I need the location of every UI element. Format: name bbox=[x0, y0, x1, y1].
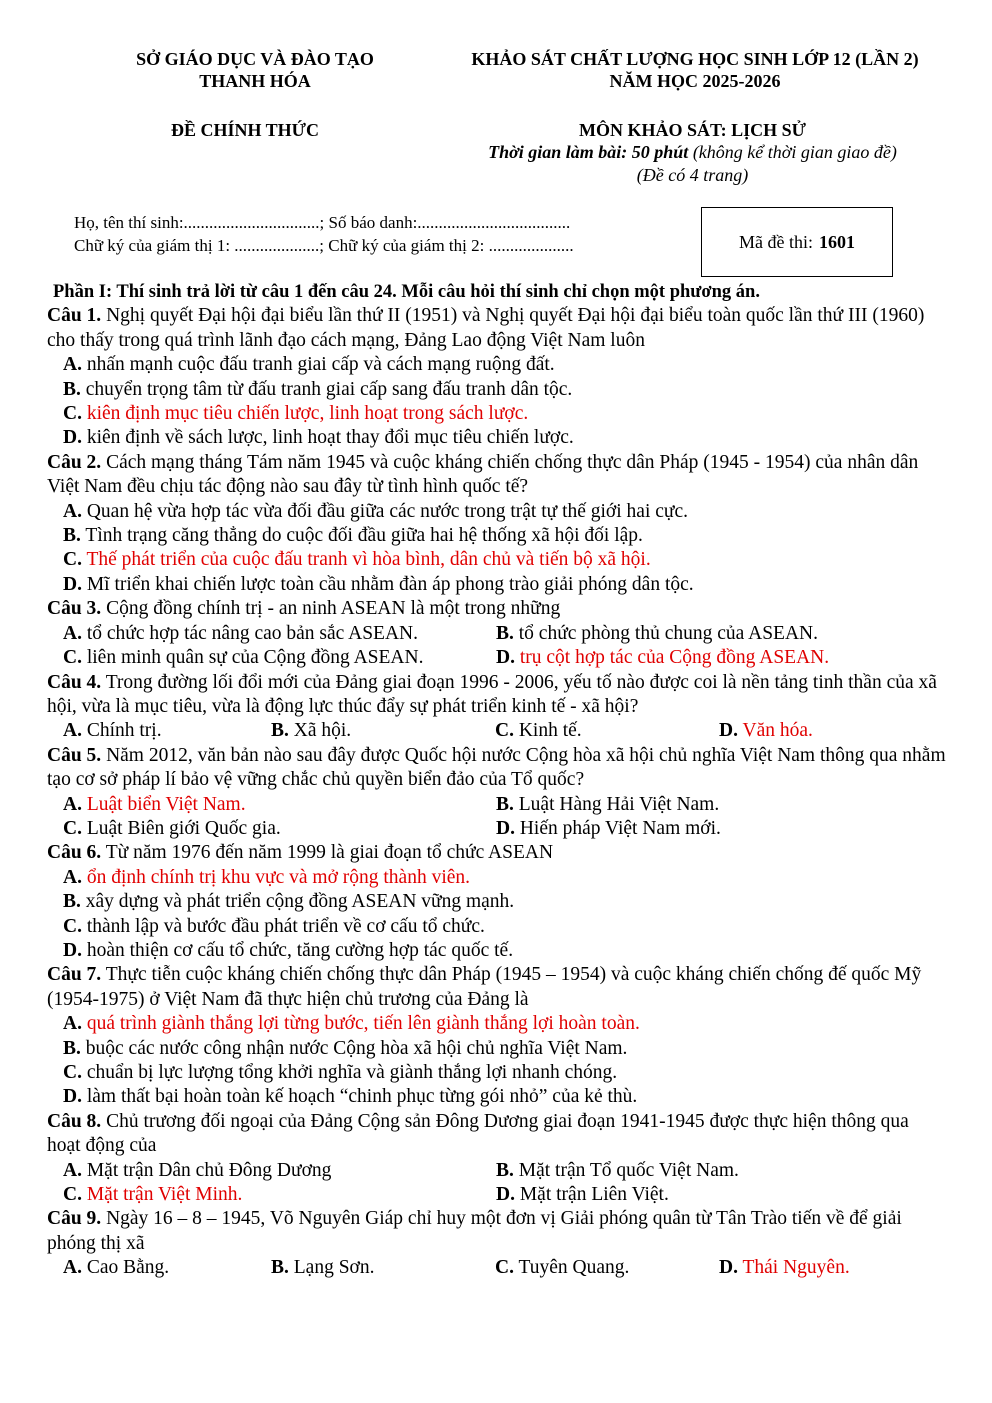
option-text: Mặt trận Dân chủ Đông Dương bbox=[81, 1159, 332, 1181]
answer-option bbox=[495, 1256, 719, 1280]
option-text: Luật Biên giới Quốc gia. bbox=[81, 817, 281, 839]
answer-option bbox=[47, 890, 947, 914]
option-text: liên minh quân sự của Cộng đồng ASEAN. bbox=[81, 647, 424, 669]
option-letter: C. bbox=[63, 647, 82, 669]
candidate-name-line: Họ, tên thí sinh:................................; Số báo danh:.................................... bbox=[74, 213, 571, 232]
option-letter: B. bbox=[63, 378, 81, 400]
option-text: chuyển trọng tâm từ đấu tranh giai cấp sang đấu tranh dân tộc. bbox=[80, 378, 573, 400]
time-limit bbox=[440, 141, 945, 163]
exam-code-value: 1601 bbox=[819, 231, 855, 252]
option-letter: D. bbox=[63, 573, 82, 595]
options-row bbox=[47, 646, 947, 670]
part-title: Phần I: Thí sinh trả lời từ câu 1 đến câu 24. Mỗi câu hỏi thí sinh chỉ chọn một phương án. bbox=[53, 282, 760, 302]
answer-option-correct bbox=[719, 1256, 943, 1280]
option-text: Tuyên Quang. bbox=[513, 1257, 630, 1279]
options-row bbox=[47, 793, 947, 817]
option-letter: C. bbox=[63, 403, 82, 425]
exam-code-label: Mã đề thi: bbox=[739, 231, 813, 252]
option-text: quá trình giành thắng lợi từng bước, tiến lên giành thắng lợi hoàn toàn. bbox=[81, 1013, 640, 1035]
answer-option bbox=[47, 524, 947, 548]
option-letter: C. bbox=[63, 915, 82, 937]
option-letter: D. bbox=[63, 427, 82, 449]
exam-content bbox=[47, 280, 947, 1281]
answer-option bbox=[47, 1061, 947, 1085]
option-text: Lạng Sơn. bbox=[288, 1257, 375, 1279]
option-text: Quan hệ vừa hợp tác vừa đối đầu giữa các nước trong trật tự thế giới hai cực. bbox=[81, 500, 688, 522]
answer-option bbox=[47, 1159, 496, 1183]
question bbox=[47, 1110, 947, 1159]
option-letter: C. bbox=[495, 720, 514, 742]
option-text: thành lập và bước đầu phát triển về cơ cấu tổ chức. bbox=[81, 915, 485, 937]
question-number: Câu 9. bbox=[47, 1208, 102, 1230]
option-letter: C. bbox=[63, 1062, 82, 1083]
option-text: nhấn mạnh cuộc đấu tranh giai cấp và cách mạng ruộng đất. bbox=[81, 354, 555, 376]
option-letter: C. bbox=[63, 817, 82, 839]
answer-option bbox=[47, 1037, 947, 1061]
answer-option-correct bbox=[47, 866, 947, 890]
time-limit-note: (không kể thời gian giao đề) bbox=[688, 142, 897, 162]
answer-option-correct bbox=[47, 548, 947, 572]
answer-option bbox=[496, 1183, 945, 1207]
answer-option bbox=[271, 1256, 495, 1280]
question bbox=[47, 744, 947, 793]
option-letter: C. bbox=[63, 549, 82, 571]
answer-option-correct bbox=[719, 719, 943, 743]
option-text: buộc các nước công nhận nước Cộng hòa xã hội chủ nghĩa Việt Nam. bbox=[80, 1037, 628, 1059]
province-name: THANH HÓA bbox=[199, 71, 311, 91]
question-text: Chủ trương đối ngoại của Đảng Cộng sản Đông Dương giai đoạn 1941-1945 được thực hiện thông qua hoạt động của bbox=[47, 1110, 909, 1157]
option-text: Mặt trận Tổ quốc Việt Nam. bbox=[513, 1159, 739, 1181]
option-letter: B. bbox=[63, 891, 81, 913]
answer-option bbox=[47, 500, 947, 524]
option-letter: C. bbox=[495, 1257, 514, 1279]
school-year: NĂM HỌC 2025-2026 bbox=[609, 71, 781, 91]
answer-option bbox=[496, 622, 945, 646]
option-text: Mĩ triển khai chiến lược toàn cầu nhằm đàn áp phong trào giải phóng dân tộc. bbox=[81, 573, 694, 595]
answer-option-correct bbox=[47, 793, 496, 817]
option-letter: D. bbox=[719, 720, 738, 742]
answer-option bbox=[47, 622, 496, 646]
question-text: Cách mạng tháng Tám năm 1945 và cuộc kháng chiến chống thực dân Pháp (1945 - 1954) của nhân dân Việt Nam đều chịu tác động nào sau đây từ tình hình quốc tế? bbox=[47, 451, 919, 498]
option-text: chuẩn bị lực lượng tổng khởi nghĩa và giành thắng lợi nhanh chóng. bbox=[81, 1062, 618, 1083]
question-number: Câu 6. bbox=[47, 842, 102, 864]
options-row bbox=[47, 817, 947, 841]
question-number: Câu 4. bbox=[47, 671, 102, 693]
option-letter: A. bbox=[63, 720, 82, 742]
question bbox=[47, 304, 947, 353]
option-letter: D. bbox=[496, 817, 515, 839]
question bbox=[47, 841, 947, 865]
exam-title: KHẢO SÁT CHẤT LƯỢNG HỌC SINH LỚP 12 (LẦN 2) bbox=[471, 49, 919, 69]
option-text: Cao Bằng. bbox=[81, 1257, 170, 1279]
option-letter: B. bbox=[496, 793, 514, 815]
question-text: Cộng đồng chính trị - an ninh ASEAN là một trong những bbox=[101, 598, 561, 620]
answer-option bbox=[47, 1085, 947, 1109]
answer-option bbox=[47, 915, 947, 939]
option-letter: C. bbox=[63, 1184, 82, 1206]
option-text: tổ chức hợp tác nâng cao bản sắc ASEAN. bbox=[81, 622, 419, 644]
question bbox=[47, 597, 947, 621]
subject-label: MÔN KHẢO SÁT: LỊCH SỬ bbox=[578, 120, 806, 140]
answer-option bbox=[496, 793, 945, 817]
option-letter: D. bbox=[63, 1086, 82, 1108]
question bbox=[47, 963, 947, 1012]
answer-option bbox=[47, 817, 496, 841]
option-text: Hiến pháp Việt Nam mới. bbox=[514, 817, 721, 839]
exam-header bbox=[430, 48, 960, 92]
answer-option bbox=[47, 573, 947, 597]
option-text: ổn định chính trị khu vực và mở rộng thành viên. bbox=[81, 866, 471, 888]
department-name: SỞ GIÁO DỤC VÀ ĐÀO TẠO bbox=[136, 49, 374, 69]
option-letter: B. bbox=[496, 622, 514, 644]
question-text: Trong đường lối đổi mới của Đảng giai đoạn 1996 - 2006, yếu tố nào được coi là nền tảng tinh thần của xã hội, vừa là mục tiêu, vừa là động lực thúc đẩy sự phát triển kinh tế - xã hội? bbox=[47, 671, 937, 717]
option-text: Tình trạng căng thẳng do cuộc đối đầu giữa hai hệ thống xã hội đối lập. bbox=[80, 525, 643, 547]
option-letter: A. bbox=[63, 1257, 82, 1279]
official-label: ĐỀ CHÍNH THỨC bbox=[170, 120, 320, 140]
question bbox=[47, 451, 947, 500]
question-number: Câu 1. bbox=[47, 305, 102, 327]
question-text: Năm 2012, văn bản nào sau đây được Quốc hội nước Cộng hòa xã hội chủ nghĩa Việt Nam thông qua nhằm tạo cơ sở pháp lí bảo vệ vững chắc chủ quyền biển đảo của Tổ quốc? bbox=[47, 744, 946, 791]
option-text: Thái Nguyên. bbox=[737, 1257, 850, 1279]
option-text: xây dựng và phát triển cộng đồng ASEAN vững mạnh. bbox=[80, 891, 515, 913]
option-text: Văn hóa. bbox=[737, 720, 813, 742]
option-letter: A. bbox=[63, 1013, 82, 1035]
page-count: (Đề có 4 trang) bbox=[636, 165, 749, 185]
answer-option bbox=[271, 719, 495, 743]
option-letter: A. bbox=[63, 354, 82, 376]
option-text: Chính trị. bbox=[81, 720, 162, 742]
option-letter: A. bbox=[63, 622, 82, 644]
option-letter: D. bbox=[496, 1184, 515, 1206]
answer-option bbox=[47, 939, 947, 963]
answer-option bbox=[47, 719, 271, 743]
option-letter: D. bbox=[719, 1257, 738, 1279]
option-text: Thế phát triển của cuộc đấu tranh vì hòa bình, dân chủ và tiến bộ xã hội. bbox=[81, 549, 651, 571]
option-text: trụ cột hợp tác của Cộng đồng ASEAN. bbox=[514, 647, 830, 669]
options-row bbox=[47, 1256, 947, 1280]
answer-option-correct bbox=[47, 1183, 496, 1207]
answer-option bbox=[496, 817, 945, 841]
answer-option-correct bbox=[496, 646, 945, 670]
answer-option bbox=[47, 426, 947, 450]
question-text: Thực tiễn cuộc kháng chiến chống thực dân Pháp (1945 – 1954) và cuộc kháng chiến chống đế quốc Mỹ (1954-1975) ở Việt Nam đã thực hiện chủ trương của Đảng là bbox=[47, 964, 922, 1010]
question-number: Câu 7. bbox=[47, 964, 102, 986]
option-text: Xã hội. bbox=[288, 720, 352, 742]
option-letter: B. bbox=[271, 1257, 289, 1279]
exam-code-box bbox=[701, 207, 893, 277]
option-text: Luật Hàng Hải Việt Nam. bbox=[513, 793, 720, 815]
question-number: Câu 2. bbox=[47, 451, 102, 473]
time-limit-main: Thời gian làm bài: 50 phút bbox=[488, 142, 689, 162]
options-row bbox=[47, 622, 947, 646]
department-header bbox=[95, 48, 415, 92]
question bbox=[47, 1207, 947, 1256]
option-letter: A. bbox=[63, 866, 82, 888]
options-row bbox=[47, 1183, 947, 1207]
option-letter: B. bbox=[496, 1159, 514, 1181]
options-row bbox=[47, 719, 947, 743]
option-letter: B. bbox=[63, 525, 81, 547]
option-letter: D. bbox=[496, 647, 515, 669]
answer-option bbox=[496, 1159, 945, 1183]
option-letter: A. bbox=[63, 793, 82, 815]
question-number: Câu 5. bbox=[47, 744, 102, 766]
option-text: hoàn thiện cơ cấu tổ chức, tăng cường hợp tác quốc tế. bbox=[81, 939, 514, 961]
answer-option bbox=[47, 353, 947, 377]
answer-option bbox=[495, 719, 719, 743]
options-row bbox=[47, 1159, 947, 1183]
option-letter: B. bbox=[63, 1037, 81, 1059]
question bbox=[47, 671, 947, 720]
question-number: Câu 8. bbox=[47, 1110, 102, 1132]
option-text: Kinh tế. bbox=[513, 720, 582, 742]
option-text: kiên định mục tiêu chiến lược, linh hoạt trong sách lược. bbox=[81, 403, 529, 425]
answer-option-correct bbox=[47, 402, 947, 426]
option-text: tổ chức phòng thủ chung của ASEAN. bbox=[513, 622, 818, 644]
option-text: Mặt trận Việt Minh. bbox=[81, 1184, 243, 1206]
option-text: Luật biển Việt Nam. bbox=[81, 793, 246, 815]
question-text: Nghị quyết Đại hội đại biểu lần thứ II (1951) và Nghị quyết Đại hội đại biểu toàn quốc lần thứ III (1960) cho thấy trong quá trình lãnh đạo cách mạng, Đảng Lao động Việt Nam luôn bbox=[47, 305, 925, 351]
option-text: kiên định về sách lược, linh hoạt thay đổi mục tiêu chiến lược. bbox=[81, 427, 574, 449]
question-number: Câu 3. bbox=[47, 598, 102, 620]
option-text: Mặt trận Liên Việt. bbox=[514, 1184, 669, 1206]
option-letter: A. bbox=[63, 1159, 82, 1181]
answer-option bbox=[47, 378, 947, 402]
proctor-signature-line: Chữ ký của giám thị 1: ....................; Chữ ký của giám thị 2: .................... bbox=[74, 236, 574, 255]
option-text: làm thất bại hoàn toàn kế hoạch “chinh phục từng gói nhỏ” của kẻ thù. bbox=[81, 1086, 638, 1108]
answer-option bbox=[47, 646, 496, 670]
answer-option-correct bbox=[47, 1012, 947, 1036]
option-letter: D. bbox=[63, 939, 82, 961]
question-text: Từ năm 1976 đến năm 1999 là giai đoạn tổ chức ASEAN bbox=[101, 842, 554, 864]
option-letter: A. bbox=[63, 500, 82, 522]
option-letter: B. bbox=[271, 720, 289, 742]
question-text: Ngày 16 – 8 – 1945, Võ Nguyên Giáp chỉ huy một đơn vị Giải phóng quân từ Tân Trào tiến về để giải phóng thị xã bbox=[47, 1208, 902, 1254]
answer-option bbox=[47, 1256, 271, 1280]
